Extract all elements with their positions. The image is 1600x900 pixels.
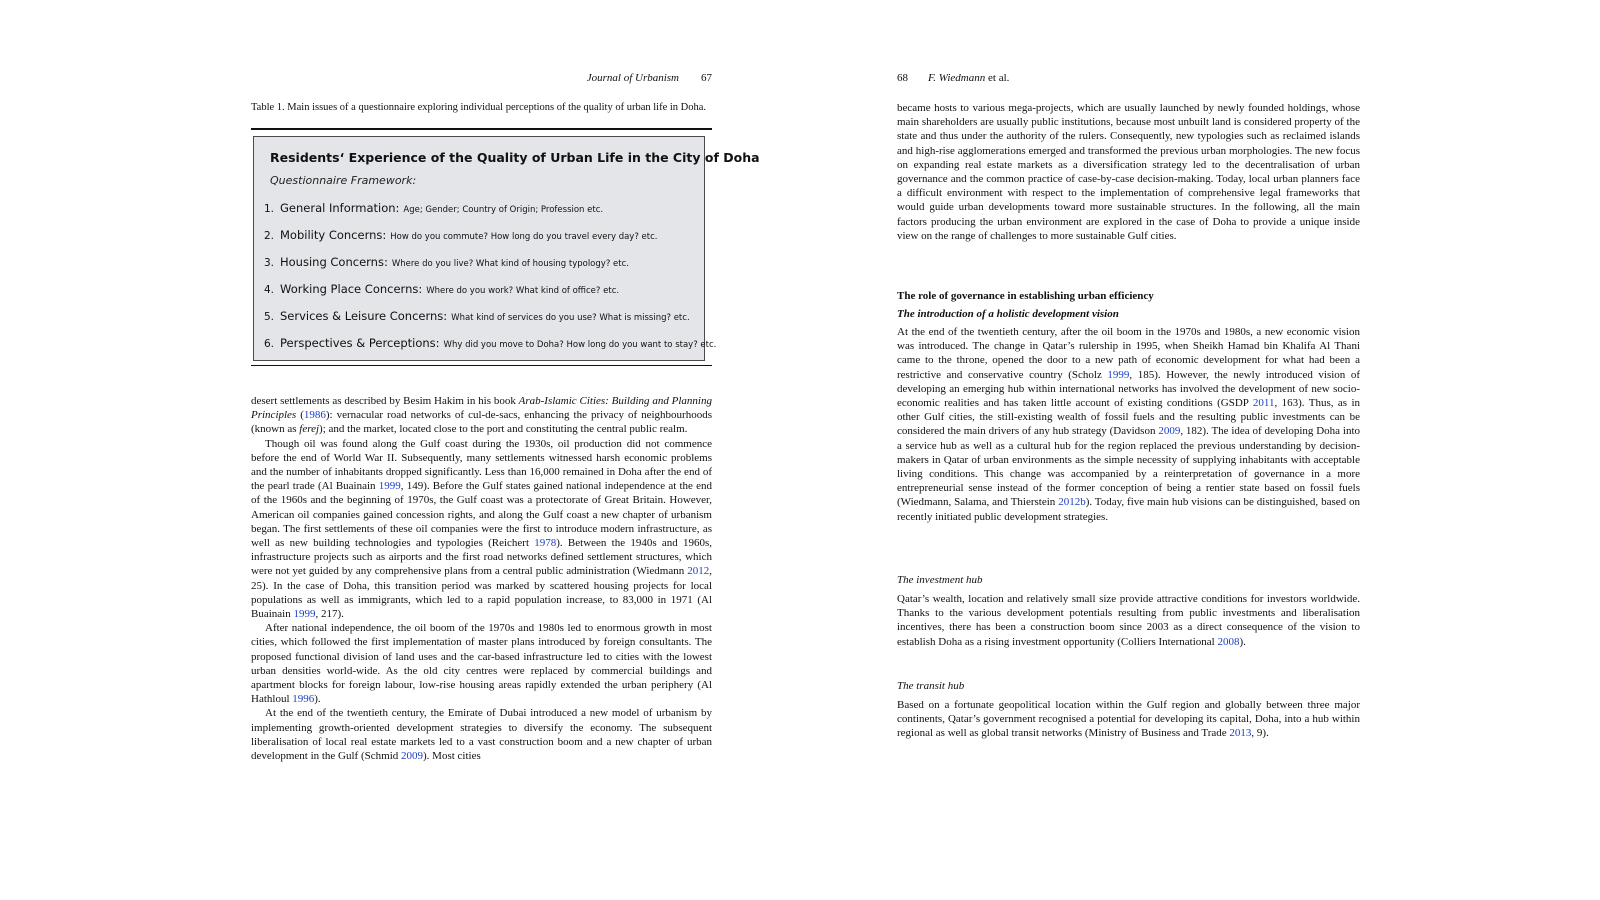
item-label: General Information: <box>280 201 400 215</box>
text-run: After national independence, the oil boom of the 1970s and 1980s led to enormous growth in most cities, which followed the first implementation of master plans introduced by foreign consultants. The proposed functional division of land uses and the car-based infrastructure led to cities with the lowest urban densities world-wide. As the old city centres were replaced by commercial buildings and apartment blocks for foreign labour, low-rise housing areas rapidly extended the urban periphery (Al Hathloul <box>251 622 712 706</box>
citation-link[interactable]: 1999 <box>1107 368 1130 381</box>
questionnaire-item <box>264 305 690 324</box>
item-label: Mobility Concerns: <box>280 228 387 242</box>
text-run: At the end of the twentieth century, the Emirate of Dubai introduced a new model of urbanism by implementing growth-oriented development strategies to diversify the economy. The subsequent liberalisation of local real estate markets led to a vast construction boom and a new chapter of urban development in the Gulf (Schmid <box>251 707 712 763</box>
transit-hub-text <box>897 698 1360 741</box>
text-run: ). Between the 1940s and 1960s, infrastructure projects such as airports and the first road networks defined settlement structures, which were not yet guided by any comprehensive plans from a central public administration (Wiedmann <box>251 537 712 578</box>
left-body-text <box>251 394 712 763</box>
page-number-right: 68 <box>897 72 908 84</box>
italic-term: ferej <box>299 423 320 436</box>
item-label: Services & Leisure Concerns: <box>280 309 448 323</box>
item-number: 3. <box>264 257 275 269</box>
running-head-left <box>587 72 712 84</box>
author-name: F. Wiedmann <box>928 72 986 84</box>
questionnaire-title: Residents‘ Experience of the Quality of Urban Life in the City of Doha <box>270 150 760 165</box>
text-run: Qatar’s wealth, location and relatively small size provide attractive conditions for investors worldwide. Thanks to the various development potentials resulting from public investments and liberalisation incentives, there has been a construction boom since 2003 as a direct consequence of the vision to establish Doha as a rising investment opportunity (Colliers International <box>897 593 1360 648</box>
item-detail: Where do you work? What kind of office? etc. <box>426 286 620 296</box>
citation-link[interactable]: 1996 <box>292 693 315 706</box>
paragraph <box>897 698 1360 741</box>
text-run: ): vernacular road networks of cul-de-sacs, enhancing the privacy of neighbourhoods (known as <box>251 409 712 436</box>
journal-title: Journal of Urbanism <box>586 72 679 84</box>
citation-link[interactable]: 2013 <box>1229 727 1252 740</box>
item-number: 5. <box>264 311 275 323</box>
paragraph <box>897 592 1360 649</box>
citation-link[interactable]: 2008 <box>1217 635 1240 648</box>
text-run: ( <box>296 409 304 422</box>
text-run: ); and the market, located close to the port and constituting the central public realm. <box>319 423 688 436</box>
table-bottom-rule <box>251 365 712 366</box>
item-number: 2. <box>264 230 275 242</box>
item-detail: Where do you live? What kind of housing typology? etc. <box>391 259 629 269</box>
text-run: ). <box>314 693 321 706</box>
text-run: , 25). In the case of Doha, this transition period was marked by scattered housing projects for local populations as well as immigrants, which led to a rapid population increase, to 83,000 in 1971 (Al Buainain <box>251 565 712 621</box>
text-run: Though oil was found along the Gulf coast during the 1930s, oil production did not commence before the end of World War II. Subsequently, many settlements witnessed harsh economic problems and the number of inhabitants dropped significantly. Less than 16,000 remained in Doha after the end of the pearl trade (Al Buainain <box>251 437 712 493</box>
citation-link[interactable]: 1999 <box>293 608 316 621</box>
subsection-heading: The introduction of a holistic development vision <box>897 308 1119 320</box>
paragraph <box>251 394 712 437</box>
table-top-rule <box>251 128 712 130</box>
right-top-text <box>897 101 1360 243</box>
text-run: , 185). However, the newly introduced vision of developing an emerging hub within international networks has involved the development of new socio-economic realities and has taken little account of existing conditions (GSDP <box>897 368 1360 410</box>
transit-hub-heading: The transit hub <box>897 680 965 692</box>
page-number-left: 67 <box>701 72 712 84</box>
text-run: , 163). Thus, as in other Gulf cities, the still-existing wealth of fossil fuels and the resulting public investments can be considered the main drivers of any hub strategy (Davidson <box>897 397 1361 438</box>
item-number: 1. <box>264 203 275 215</box>
text-run: Based on a fortunate geopolitical location within the Gulf region and globally between three major continents, Qatar’s government recognised a potential for developing its capital, Doha, into a hub within regional as well as global transit networks (Ministry of Business and Trade <box>897 699 1360 740</box>
text-run: ). Most cities <box>423 750 481 763</box>
item-detail: Age; Gender; Country of Origin; Profession etc. <box>403 205 604 215</box>
item-label: Housing Concerns: <box>280 255 388 269</box>
citation-link[interactable]: 1978 <box>534 537 557 550</box>
text-run: , 182). The idea of developing Doha into a service hub as well as a cultural hub for the region replaced the previous understanding by decision-makers in Qatar of urban environments as the simple necessity of supplying inhabitants with acceptable living conditions. This change was accompanied by a reinterpretation of governance in a more entrepreneurial sense instead of the former conception of being a rentier state based on fossil fuels (Wiedmann, Salama, and Thierstein <box>897 425 1360 509</box>
questionnaire-box <box>253 136 760 361</box>
item-detail: What kind of services do you use? What is missing? etc. <box>451 313 690 323</box>
paragraph <box>251 706 712 763</box>
citation-link[interactable]: 1999 <box>378 480 401 493</box>
item-detail: How do you commute? How long do you travel every day? etc. <box>390 232 658 242</box>
item-label: Working Place Concerns: <box>280 282 423 296</box>
questionnaire-item <box>264 332 716 351</box>
item-detail: Why did you move to Doha? How long do you want to stay? etc. <box>443 340 717 350</box>
text-run: At the end of the twentieth century, after the oil boom in the 1970s and 1980s, a new economic vision was introduced. The change in Qatar’s rulership in 1995, when Sheikh Hamad bin Khalifa Al Thani came to the throne, opened the door to a new path of economic development for what had been a restrictive and conservative country (Scholz <box>897 326 1360 381</box>
text-run: , 9). <box>1251 727 1269 740</box>
text-run: , 149). Before the Gulf states gained national independence at the end of the 1960s and the beginning of 1970s, the Gulf coast was a protectorate of Great Britain. However, American oil companies gained concession rights, and along the Gulf coast a new chapter of urbanism began. The first settlements of these oil companies were the first to introduce modern infrastructure, as well as new building technologies and typologies (Reichert <box>251 480 712 550</box>
text-run: ). <box>1239 635 1246 648</box>
questionnaire-subtitle: Questionnaire Framework: <box>270 174 417 187</box>
citation-link[interactable]: 2012b <box>1058 496 1086 509</box>
investment-hub-heading: The investment hub <box>897 574 983 586</box>
citation-link[interactable]: 2009 <box>401 750 423 763</box>
item-label: Perspectives & Perceptions: <box>280 336 440 350</box>
running-head-right <box>897 72 1009 84</box>
text-run: desert settlements as described by Besim Hakim in his book <box>251 395 519 407</box>
text-run: , 217). <box>315 608 344 621</box>
item-number: 4. <box>264 284 275 296</box>
paragraph <box>251 621 712 706</box>
paragraph: became hosts to various mega-projects, which are usually launched by newly founded holdings, whose main shareholders are usually public institutions, because most unbuilt land is considered property of the state and thus under the authority of the rulers. Consequently, new typologies such as reclaimed islands and high-rise agglomerations emerged and transformed the previous urban morphologies. The new focus on expanding real estate markets as a diversification strategy led to the decentralisation of urban governance and the common practice of case-by-case decision-making. Today, local urban planners face a difficult environment with respect to the implementation of comprehensive legal frameworks that would guide urban developments toward more sustainable structures. In the following, all the main factors producing the urban environment are explored in the case of Doha to provide a unique inside view on the range of challenges to more sustainable Gulf cities. <box>897 102 1360 242</box>
author-suffix: et al. <box>985 72 1010 84</box>
right-governance-text <box>897 325 1360 524</box>
item-number: 6. <box>264 338 275 350</box>
paragraph <box>897 325 1360 524</box>
questionnaire-item <box>264 197 603 216</box>
questionnaire-item <box>264 251 629 270</box>
citation-link[interactable]: 2011 <box>1252 397 1275 410</box>
paragraph <box>251 437 712 622</box>
table-caption: Table 1. Main issues of a questionnaire exploring individual perceptions of the quality of urban life in Doha. <box>251 102 707 113</box>
citation-link[interactable]: 2009 <box>1158 425 1181 438</box>
citation-link[interactable]: 2012 <box>687 565 710 578</box>
questionnaire-item <box>264 224 657 243</box>
section-heading: The role of governance in establishing urban efficiency <box>897 290 1154 302</box>
citation-link[interactable]: 1986 <box>303 409 326 422</box>
book-title: Arab-Islamic Cities: Building and Planning Principles <box>251 395 712 422</box>
investment-hub-text <box>897 592 1360 649</box>
text-run: ). Today, five main hub visions can be distinguished, based on recently initiated public development strategies. <box>897 496 1361 523</box>
questionnaire-item <box>264 278 619 297</box>
